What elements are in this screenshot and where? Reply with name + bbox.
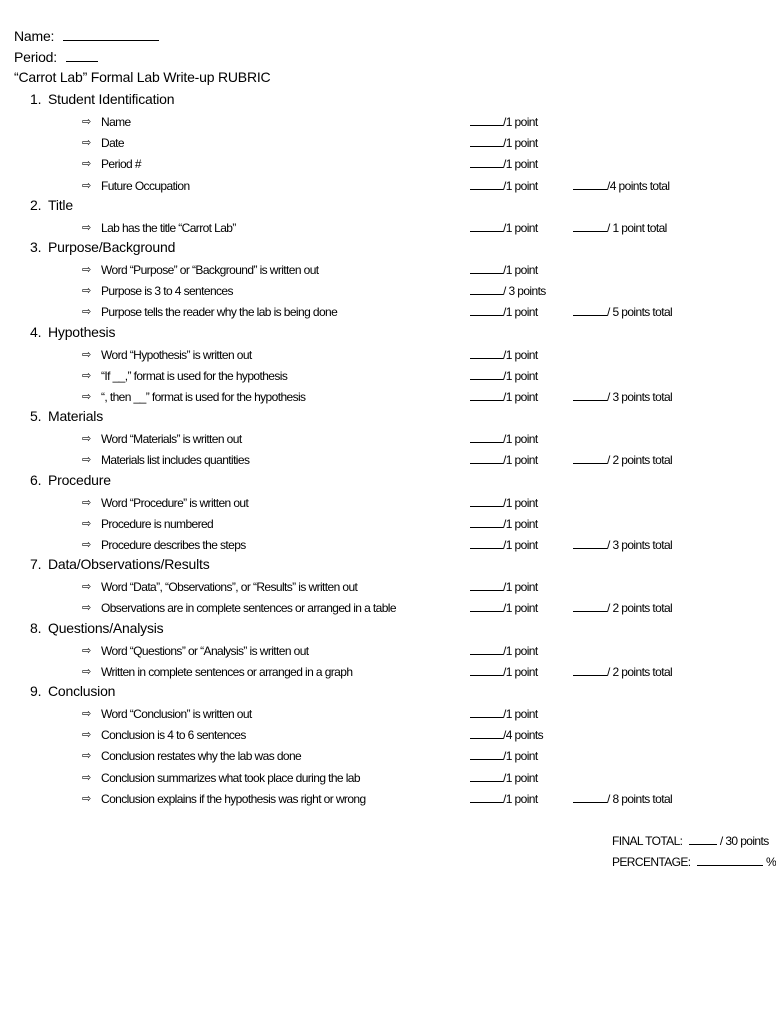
section-total-cell — [573, 387, 672, 407]
points-blank — [470, 260, 503, 274]
criterion-text: Conclusion explains if the hypothesis was right or wrong — [101, 792, 366, 806]
section-total-cell — [573, 535, 672, 555]
arrow-icon: ⇨ — [82, 454, 91, 466]
arrow-icon: ⇨ — [82, 180, 91, 192]
total-blank — [573, 662, 607, 676]
points-cell — [470, 598, 538, 618]
points-cell — [470, 345, 538, 365]
rubric-row — [0, 598, 770, 618]
rubric-row — [0, 704, 770, 724]
section-total-cell — [573, 176, 669, 196]
points-cell — [470, 641, 538, 661]
arrow-icon: ⇨ — [82, 391, 91, 403]
points-value: /1 point — [503, 601, 538, 615]
rubric-row — [0, 218, 770, 238]
section-number: 3. — [30, 239, 42, 255]
points-value: /1 point — [503, 115, 538, 129]
rubric-row — [0, 746, 770, 766]
points-blank — [470, 345, 503, 359]
criterion-text: Word “Hypothesis” is written out — [101, 348, 252, 362]
rubric-row — [0, 366, 770, 386]
criterion-text: Procedure describes the steps — [101, 538, 246, 552]
points-cell — [470, 768, 538, 788]
points-cell — [470, 535, 538, 555]
name-line — [14, 27, 159, 45]
criterion-text: “If __,” format is used for the hypothesis — [101, 369, 288, 383]
arrow-icon: ⇨ — [82, 137, 91, 149]
points-value: /1 point — [503, 580, 538, 594]
points-value: /1 point — [503, 390, 538, 404]
points-value: /1 point — [503, 792, 538, 806]
arrow-icon: ⇨ — [82, 708, 91, 720]
section-number: 7. — [30, 556, 42, 573]
rubric-row — [0, 302, 770, 322]
arrow-icon: ⇨ — [82, 370, 91, 382]
section-title: Questions/Analysis — [48, 619, 164, 636]
arrow-icon: ⇨ — [82, 750, 91, 762]
points-cell — [470, 387, 538, 407]
criterion-text: Materials list includes quantities — [101, 453, 250, 467]
points-cell — [470, 281, 546, 301]
total-blank — [573, 789, 607, 803]
arrow-icon: ⇨ — [82, 581, 91, 593]
criterion-text: Procedure is numbered — [101, 517, 214, 531]
period-line — [14, 48, 98, 66]
section-total-value: / 8 points total — [607, 792, 673, 806]
rubric-row — [0, 260, 770, 280]
arrow-icon: ⇨ — [82, 645, 91, 657]
section-number: 4. — [30, 323, 42, 340]
final-total-value: / 30 points — [719, 834, 769, 848]
section-heading — [30, 556, 210, 573]
section-total-cell — [573, 789, 672, 809]
rubric-row — [0, 535, 770, 555]
section-number: 8. — [30, 619, 42, 636]
points-value: /4 points — [503, 728, 543, 742]
rubric-row — [0, 154, 770, 174]
total-blank — [573, 598, 607, 612]
points-blank — [470, 725, 503, 739]
points-blank — [470, 514, 503, 528]
points-cell — [470, 704, 538, 724]
points-blank — [470, 662, 503, 676]
percentage-label: PERCENTAGE: — [612, 855, 691, 869]
criterion-text: Name — [101, 115, 131, 129]
name-blank — [63, 27, 159, 41]
section-total-cell — [573, 450, 672, 470]
arrow-icon: ⇨ — [82, 518, 91, 530]
rubric-row — [0, 112, 770, 132]
section-total-cell — [573, 218, 667, 238]
points-cell — [470, 154, 538, 174]
points-cell — [470, 493, 538, 513]
points-blank — [470, 387, 503, 401]
section-total-cell — [573, 662, 672, 682]
points-value: /1 point — [503, 517, 538, 531]
arrow-icon: ⇨ — [82, 158, 91, 170]
criterion-text: Word “Data”, “Observations”, or “Results” is written out — [101, 580, 358, 594]
section-number: 5. — [30, 408, 42, 425]
percentage-suffix: % — [766, 855, 776, 869]
points-blank — [470, 746, 503, 760]
points-blank — [470, 493, 503, 507]
section-heading — [30, 620, 163, 637]
points-value: /1 point — [503, 771, 538, 785]
section-heading — [30, 683, 115, 700]
arrow-icon: ⇨ — [82, 793, 91, 805]
arrow-icon: ⇨ — [82, 497, 91, 509]
points-value: /1 point — [503, 453, 538, 467]
points-blank — [470, 789, 503, 803]
arrow-icon: ⇨ — [82, 602, 91, 614]
rubric-row — [0, 768, 770, 788]
arrow-icon: ⇨ — [82, 116, 91, 128]
section-total-value: / 3 points total — [607, 390, 673, 404]
criterion-text: Word “Questions” or “Analysis” is written out — [101, 644, 309, 658]
section-title: Procedure — [48, 471, 111, 488]
section-total-value: / 2 points total — [607, 453, 673, 467]
arrow-icon: ⇨ — [82, 433, 91, 445]
arrow-icon: ⇨ — [82, 539, 91, 551]
final-total-blank — [689, 831, 717, 845]
rubric-row — [0, 429, 770, 449]
section-total-value: / 2 points total — [607, 665, 673, 679]
section-title: Student Identification — [48, 91, 175, 107]
section-number: 9. — [30, 683, 42, 699]
section-title: Data/Observations/Results — [48, 556, 210, 573]
points-cell — [470, 366, 538, 386]
criterion-text: Period # — [101, 157, 141, 171]
percentage-line — [612, 852, 776, 872]
rubric-row — [0, 493, 770, 513]
criterion-text: Word “Purpose” or “Background” is written out — [101, 263, 319, 277]
criterion-text: Conclusion restates why the lab was done — [101, 749, 302, 763]
section-total-value: / 3 points total — [607, 538, 673, 552]
points-value: / 3 points — [503, 284, 546, 298]
points-value: /1 point — [503, 496, 538, 510]
points-blank — [470, 176, 503, 190]
rubric-row — [0, 641, 770, 661]
points-cell — [470, 218, 538, 238]
section-total-value: / 2 points total — [607, 601, 673, 615]
points-blank — [470, 429, 503, 443]
points-blank — [470, 302, 503, 316]
criterion-text: “, then __” format is used for the hypothesis — [101, 390, 306, 404]
criterion-text: Written in complete sentences or arranged in a graph — [101, 665, 353, 679]
total-blank — [573, 176, 607, 190]
criterion-text: Future Occupation — [101, 179, 190, 193]
section-title: Conclusion — [48, 683, 116, 699]
total-blank — [573, 302, 607, 316]
points-cell — [470, 112, 538, 132]
points-cell — [470, 662, 538, 682]
section-heading — [30, 408, 103, 425]
points-blank — [470, 154, 503, 168]
points-cell — [470, 302, 538, 322]
final-total-line — [612, 831, 769, 851]
points-blank — [470, 112, 503, 126]
total-blank — [573, 535, 607, 549]
section-title: Title — [48, 196, 73, 213]
section-number: 2. — [30, 196, 42, 213]
arrow-icon: ⇨ — [82, 772, 91, 784]
total-blank — [573, 450, 607, 464]
section-title: Materials — [48, 408, 103, 425]
points-blank — [470, 366, 503, 380]
criterion-text: Word “Materials” is written out — [101, 432, 242, 446]
criterion-text: Observations are in complete sentences or arranged in a table — [101, 601, 396, 615]
points-cell — [470, 577, 538, 597]
points-value: /1 point — [503, 538, 538, 552]
points-value: /1 point — [503, 644, 538, 658]
points-blank — [470, 281, 503, 295]
points-value: /1 point — [503, 665, 538, 679]
section-title: Purpose/Background — [48, 239, 176, 255]
points-cell — [470, 176, 538, 196]
section-heading — [30, 91, 174, 108]
points-value: /1 point — [503, 432, 538, 446]
arrow-icon: ⇨ — [82, 222, 91, 234]
points-value: /1 point — [503, 369, 538, 383]
points-cell — [470, 746, 538, 766]
rubric-row — [0, 514, 770, 534]
arrow-icon: ⇨ — [82, 264, 91, 276]
points-value: /1 point — [503, 157, 538, 171]
rubric-row — [0, 577, 770, 597]
rubric-row — [0, 345, 770, 365]
arrow-icon: ⇨ — [82, 666, 91, 678]
rubric-row — [0, 789, 770, 809]
points-blank — [470, 598, 503, 612]
section-total-value: / 5 points total — [607, 305, 673, 319]
points-blank — [470, 133, 503, 147]
document-title: “Carrot Lab” Formal Lab Write-up RUBRIC — [14, 69, 271, 85]
section-total-cell — [573, 598, 672, 618]
percentage-blank — [697, 852, 763, 866]
period-label: Period: — [14, 49, 57, 65]
section-total-cell — [573, 302, 672, 322]
rubric-row — [0, 450, 770, 470]
total-blank — [573, 218, 607, 232]
points-value: /1 point — [503, 305, 538, 319]
period-blank — [66, 48, 98, 62]
arrow-icon: ⇨ — [82, 349, 91, 361]
points-value: /1 point — [503, 179, 538, 193]
rubric-row — [0, 176, 770, 196]
section-total-value: /4 points total — [607, 179, 670, 193]
points-cell — [470, 725, 543, 745]
section-total-value: / 1 point total — [607, 221, 667, 235]
points-blank — [470, 768, 503, 782]
points-cell — [470, 789, 538, 809]
section-heading — [30, 472, 111, 489]
criterion-text: Word “Procedure” is written out — [101, 496, 249, 510]
points-value: /1 point — [503, 221, 538, 235]
points-cell — [470, 429, 538, 449]
section-heading — [30, 324, 115, 341]
criterion-text: Word “Conclusion” is written out — [101, 707, 252, 721]
arrow-icon: ⇨ — [82, 285, 91, 297]
points-value: /1 point — [503, 136, 538, 150]
criterion-text: Conclusion is 4 to 6 sentences — [101, 728, 246, 742]
criterion-text: Conclusion summarizes what took place during the lab — [101, 771, 360, 785]
rubric-row — [0, 281, 770, 301]
points-blank — [470, 704, 503, 718]
criterion-text: Lab has the title “Carrot Lab” — [101, 221, 236, 235]
points-cell — [470, 260, 538, 280]
section-number: 1. — [30, 91, 42, 107]
section-title: Hypothesis — [48, 323, 116, 340]
points-blank — [470, 535, 503, 549]
section-number: 6. — [30, 471, 42, 488]
criterion-text: Date — [101, 136, 124, 150]
criterion-text: Purpose tells the reader why the lab is being done — [101, 305, 338, 319]
section-heading — [30, 197, 73, 214]
points-blank — [470, 450, 503, 464]
rubric-row — [0, 387, 770, 407]
points-value: /1 point — [503, 263, 538, 277]
points-blank — [470, 641, 503, 655]
criterion-text: Purpose is 3 to 4 sentences — [101, 284, 233, 298]
rubric-row — [0, 662, 770, 682]
name-label: Name: — [14, 28, 55, 44]
points-value: /1 point — [503, 749, 538, 763]
section-heading — [30, 239, 175, 256]
points-cell — [470, 450, 538, 470]
total-blank — [573, 387, 607, 401]
final-total-label: FINAL TOTAL: — [612, 834, 683, 848]
points-cell — [470, 133, 538, 153]
arrow-icon: ⇨ — [82, 729, 91, 741]
rubric-row — [0, 725, 770, 745]
arrow-icon: ⇨ — [82, 306, 91, 318]
points-blank — [470, 577, 503, 591]
points-blank — [470, 218, 503, 232]
points-cell — [470, 514, 538, 534]
points-value: /1 point — [503, 707, 538, 721]
rubric-row — [0, 133, 770, 153]
points-value: /1 point — [503, 348, 538, 362]
